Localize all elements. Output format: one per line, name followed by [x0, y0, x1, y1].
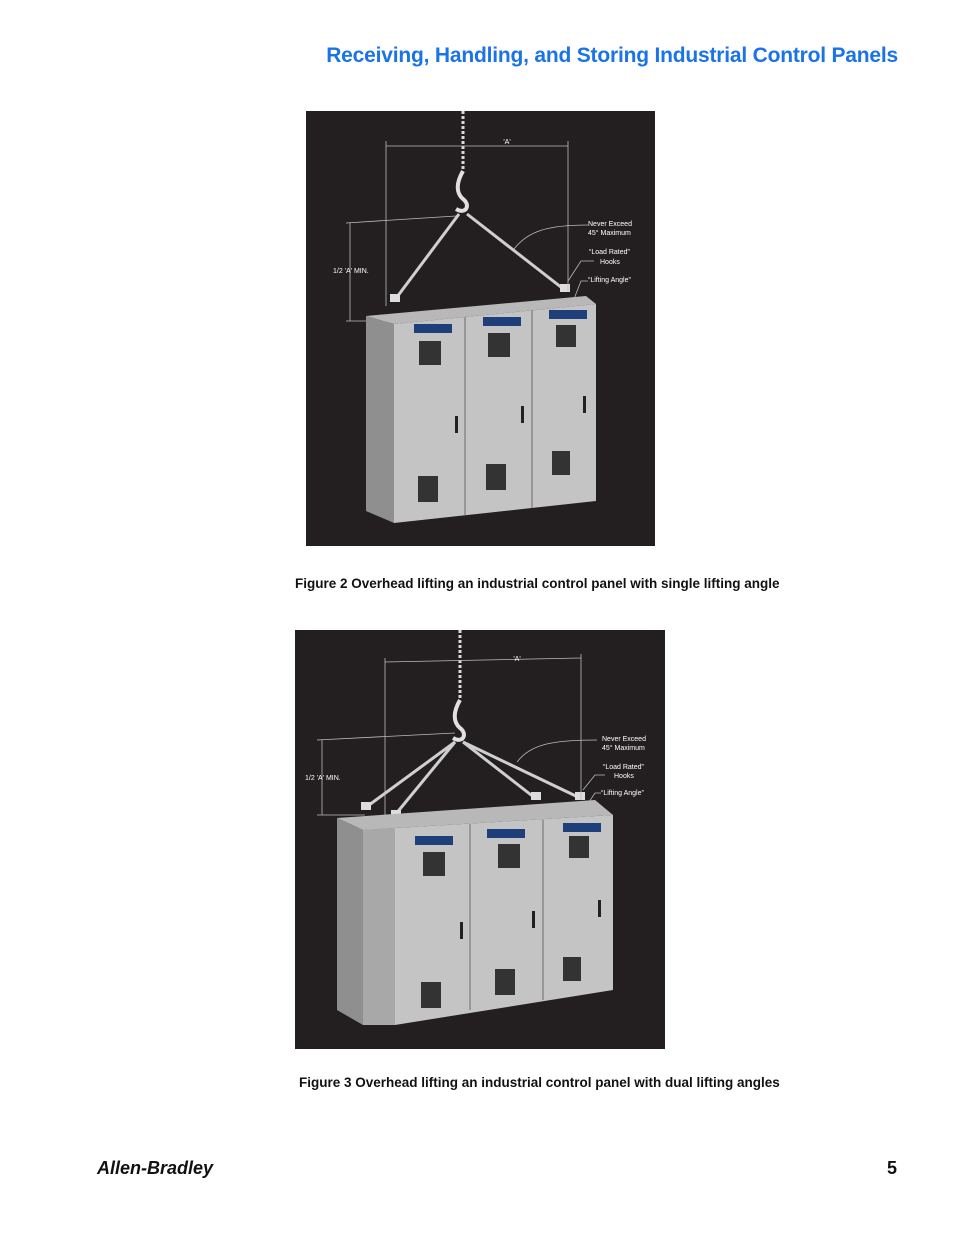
- figure-3-caption: Figure 3 Overhead lifting an industrial control panel with dual lifting angles: [299, 1075, 780, 1090]
- dim-a-label: 'A': [503, 139, 511, 146]
- never-exceed-label: Never Exceed: [602, 736, 646, 743]
- dim-a-label: 'A': [513, 656, 521, 663]
- page-number: 5: [886, 1158, 897, 1178]
- max-angle-label: 45° Maximum: [588, 230, 631, 237]
- lifting-angle-label: “Lifting Angle”: [601, 790, 644, 797]
- max-angle-label: 45° Maximum: [602, 745, 645, 752]
- hooks-label: Hooks: [600, 259, 620, 266]
- lifting-angle-label: “Lifting Angle”: [588, 277, 631, 284]
- figure-2-image: [306, 111, 655, 546]
- footer-brand: Allen-Bradley: [97, 1158, 214, 1178]
- hooks-label: Hooks: [614, 773, 634, 780]
- never-exceed-label: Never Exceed: [588, 221, 632, 228]
- load-rated-label: “Load Rated”: [603, 764, 644, 771]
- load-rated-label: “Load Rated”: [589, 249, 630, 256]
- page-title: Receiving, Handling, and Storing Industrial Control Panels: [326, 44, 898, 67]
- figure-2-caption: Figure 2 Overhead lifting an industrial control panel with single lifting angle: [295, 576, 780, 591]
- figure-3-image: [295, 630, 665, 1049]
- half-a-label: 1/2 'A' MIN.: [305, 775, 341, 782]
- half-a-label: 1/2 'A' MIN.: [333, 268, 369, 275]
